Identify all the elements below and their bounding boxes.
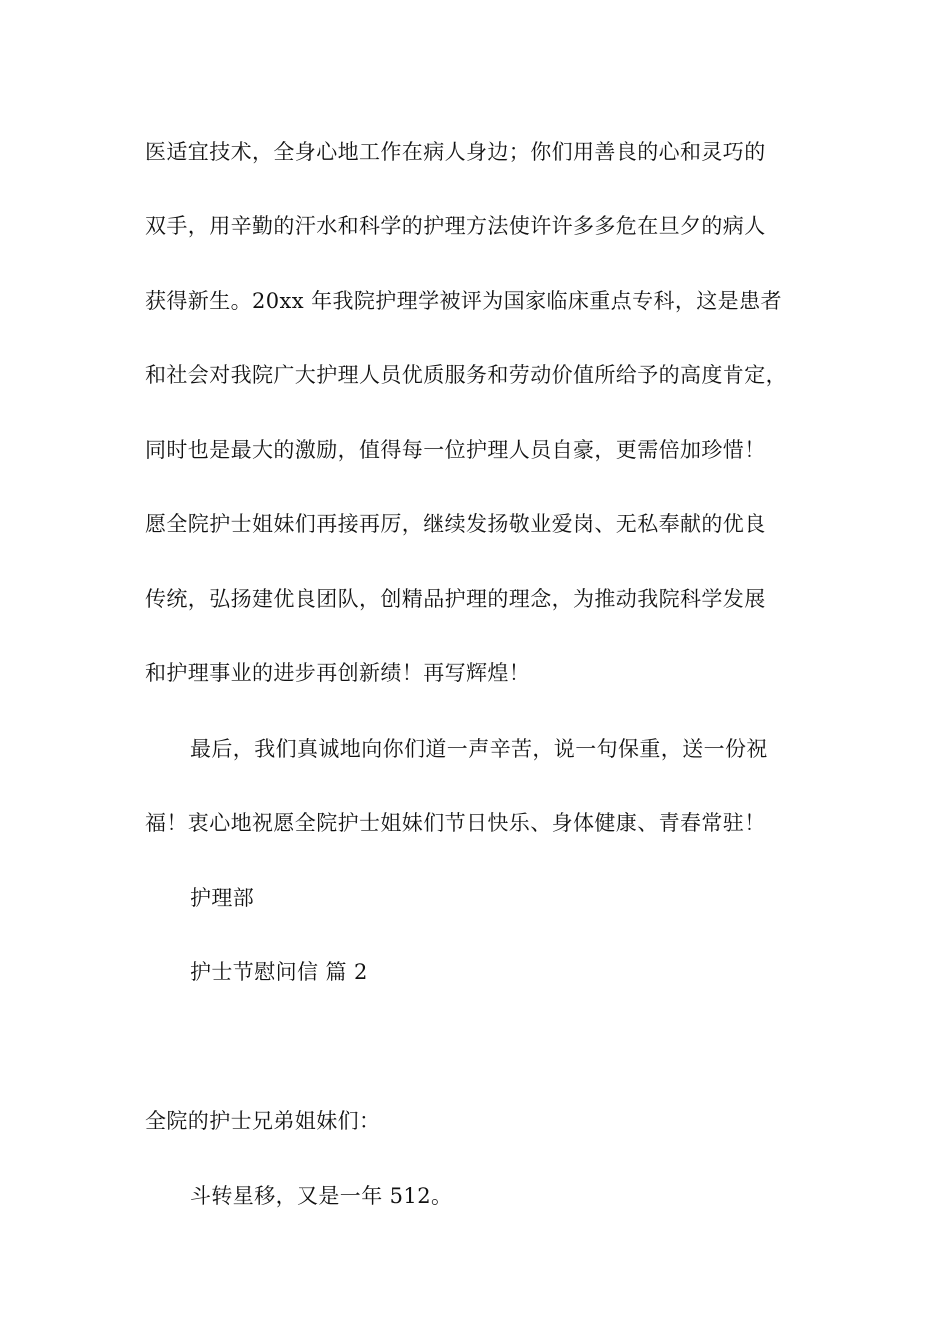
paragraph-line: 医适宜技术，全身心地工作在病人身边；你们用善良的心和灵巧的 [145,140,766,164]
section-heading: 护士节慰问信 篇 2 [190,960,368,984]
paragraph-line: 同时也是最大的激励，值得每一位护理人员自豪，更需倍加珍惜！ [145,438,766,462]
paragraph-line: 福！衷心地祝愿全院护士姐妹们节日快乐、身体健康、青春常驻！ [145,811,766,835]
paragraph-line: 和护理事业的进步再创新绩！再写辉煌！ [145,661,531,685]
paragraph-line: 最后，我们真诚地向你们道一声辛苦，说一句保重，送一份祝 [190,737,768,761]
signature-department: 护理部 [190,886,255,910]
paragraph-line: 传统，弘扬建优良团队，创精品护理的理念，为推动我院科学发展 [145,587,766,611]
paragraph-line: 双手，用辛勤的汗水和科学的护理方法使许许多多危在旦夕的病人 [145,214,766,238]
paragraph-line: 获得新生。20xx 年我院护理学被评为国家临床重点专科，这是患者 [145,289,782,313]
paragraph-line: 斗转星移，又是一年 512。 [190,1184,453,1208]
paragraph-line: 和社会对我院广大护理人员优质服务和劳动价值所给予的高度肯定， [145,363,787,387]
salutation: 全院的护士兄弟姐妹们： [145,1109,381,1133]
paragraph-line: 愿全院护士姐妹们再接再厉，继续发扬敬业爱岗、无私奉献的优良 [145,512,766,536]
